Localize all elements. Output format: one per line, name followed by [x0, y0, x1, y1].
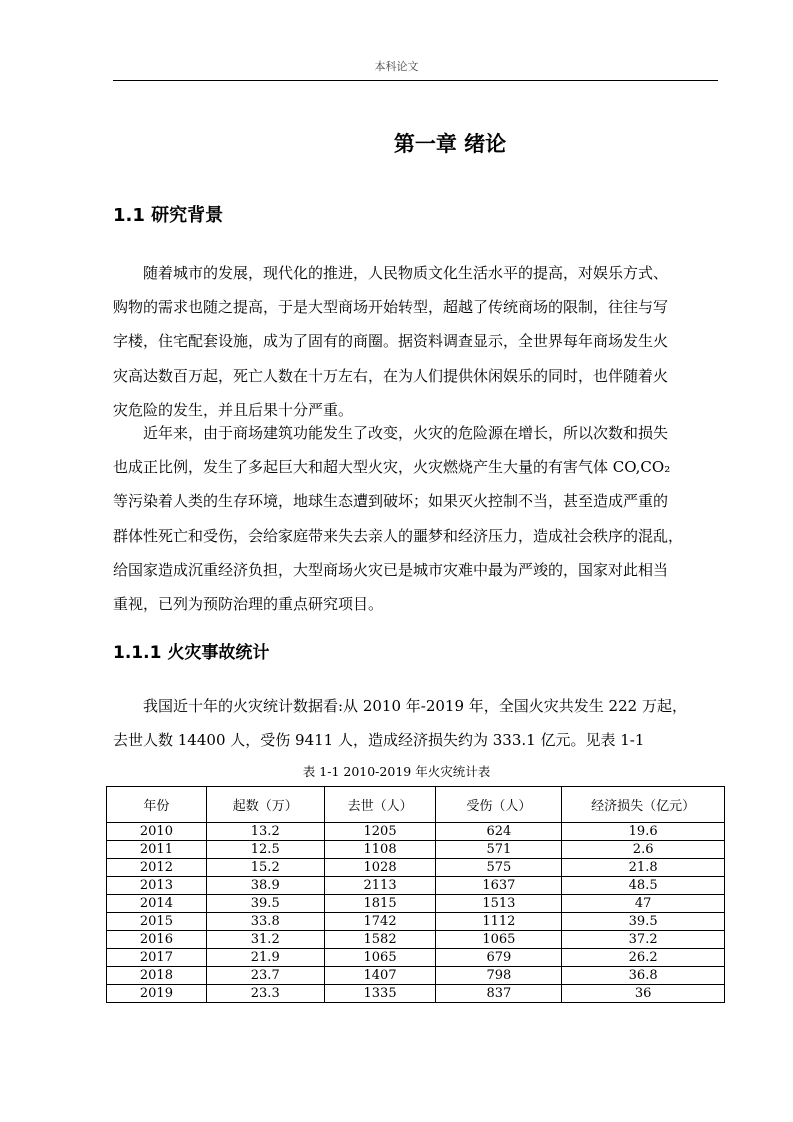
deaths-cell: 1108 [324, 841, 436, 859]
page-header: 本科论文 [374, 60, 419, 73]
injuries-cell: 1513 [436, 895, 562, 913]
year-cell: 2013 [107, 877, 207, 895]
loss-cell: 36 [562, 985, 725, 1003]
paragraph-line: 近年来，由于商场建筑功能发生了改变，火灾的危险源在增长，所以次数和损失 [143, 424, 669, 442]
fire-statistics-table [106, 786, 725, 1003]
injuries-cell: 571 [436, 841, 562, 859]
table-row [107, 841, 725, 859]
table-row [107, 967, 725, 985]
deaths-cell: 1065 [324, 949, 436, 967]
deaths-cell: 1582 [324, 931, 436, 949]
paragraph-line: 也成正比例，发生了多起巨大和超大型火灾，火灾燃烧产生大量的有害气体 CO,CO₂ [113, 458, 671, 477]
table-row [107, 931, 725, 949]
paragraph-line: 字楼，住宅配套设施，成为了固有的商圈。据资料调查显示，全世界每年商场发生火 [113, 332, 669, 351]
count-cell: 38.9 [206, 877, 324, 895]
paragraph-line: 重视，已列为预防治理的重点研究项目。 [113, 595, 384, 614]
table-row [107, 823, 725, 841]
year-cell: 2016 [107, 931, 207, 949]
deaths-cell: 1742 [324, 913, 436, 931]
loss-cell: 21.8 [562, 859, 725, 877]
table-row [107, 877, 725, 895]
count-cell: 12.5 [206, 841, 324, 859]
paragraph-line: 随着城市的发展，现代化的推进，人民物质文化生活水平的提高，对娱乐方式、 [143, 264, 669, 282]
subsection-title: 1.1.1 火灾事故统计 [113, 643, 270, 663]
paragraph-background-1 [113, 256, 718, 427]
table-row [107, 985, 725, 1003]
deaths-cell: 1335 [324, 985, 436, 1003]
year-cell: 2015 [107, 913, 207, 931]
deaths-cell: 1407 [324, 967, 436, 985]
injuries-cell: 679 [436, 949, 562, 967]
loss-cell: 37.2 [562, 931, 725, 949]
count-cell: 15.2 [206, 859, 324, 877]
injuries-cell: 1112 [436, 913, 562, 931]
injuries-cell: 798 [436, 967, 562, 985]
table-row [107, 949, 725, 967]
loss-cell: 47 [562, 895, 725, 913]
count-cell: 33.8 [206, 913, 324, 931]
paragraph-line: 去世人数 14400 人，受伤 9411 人，造成经济损失约为 333.1 亿元。见表 1-1 [113, 731, 645, 750]
chapter-title: 第一章 绪论 [393, 132, 507, 156]
injuries-cell: 1637 [436, 877, 562, 895]
paragraph-line: 等污染着人类的生存环境，地球生态遭到破坏；如果灭火控制不当，甚至造成严重的 [113, 492, 669, 511]
count-cell: 21.9 [206, 949, 324, 967]
deaths-cell: 2113 [324, 877, 436, 895]
loss-cell: 26.2 [562, 949, 725, 967]
year-cell: 2010 [107, 823, 207, 841]
injuries-cell: 575 [436, 859, 562, 877]
column-header-loss: 经济损失（亿元） [562, 787, 725, 823]
column-header-count: 起数（万） [206, 787, 324, 823]
year-cell: 2018 [107, 967, 207, 985]
table-row [107, 859, 725, 877]
injuries-cell: 624 [436, 823, 562, 841]
loss-cell: 2.6 [562, 841, 725, 859]
injuries-cell: 837 [436, 985, 562, 1003]
count-cell: 23.7 [206, 967, 324, 985]
loss-cell: 36.8 [562, 967, 725, 985]
deaths-cell: 1815 [324, 895, 436, 913]
paragraph-background-2 [113, 416, 718, 621]
table-caption: 表 1-1 2010-2019 年火灾统计表 [302, 764, 491, 779]
column-header-deaths: 去世（人） [324, 787, 436, 823]
year-cell: 2014 [107, 895, 207, 913]
count-cell: 31.2 [206, 931, 324, 949]
paragraph-line: 群体性死亡和受伤，会给家庭带来失去亲人的噩梦和经济压力，造成社会秩序的混乱， [113, 526, 684, 545]
year-cell: 2017 [107, 949, 207, 967]
header-rule [113, 80, 718, 81]
year-cell: 2011 [107, 841, 207, 859]
year-cell: 2012 [107, 859, 207, 877]
column-header-injuries: 受伤（人） [436, 787, 562, 823]
paragraph-statistics [113, 689, 718, 757]
table-row [107, 895, 725, 913]
table-header-row [107, 787, 725, 823]
paragraph-line: 购物的需求也随之提高，于是大型商场开始转型，超越了传统商场的限制，往往与写 [113, 298, 669, 317]
loss-cell: 19.6 [562, 823, 725, 841]
paragraph-line: 我国近十年的火灾统计数据看:从 2010 年-2019 年，全国火灾共发生 222 万起， [143, 697, 687, 715]
year-cell: 2019 [107, 985, 207, 1003]
count-cell: 39.5 [206, 895, 324, 913]
count-cell: 13.2 [206, 823, 324, 841]
count-cell: 23.3 [206, 985, 324, 1003]
injuries-cell: 1065 [436, 931, 562, 949]
deaths-cell: 1028 [324, 859, 436, 877]
paragraph-line: 灾高达数百万起，死亡人数在十万左右，在为人们提供休闲娱乐的同时，也伴随着火 [113, 366, 669, 385]
paragraph-line: 灾危险的发生，并且后果十分严重。 [113, 400, 354, 419]
loss-cell: 39.5 [562, 913, 725, 931]
paragraph-line: 给国家造成沉重经济负担，大型商场火灾已是城市灾难中最为严竣的，国家对此相当 [113, 560, 669, 579]
table-row [107, 913, 725, 931]
section-title: 1.1 研究背景 [113, 205, 224, 226]
deaths-cell: 1205 [324, 823, 436, 841]
loss-cell: 48.5 [562, 877, 725, 895]
column-header-year: 年份 [107, 787, 207, 823]
